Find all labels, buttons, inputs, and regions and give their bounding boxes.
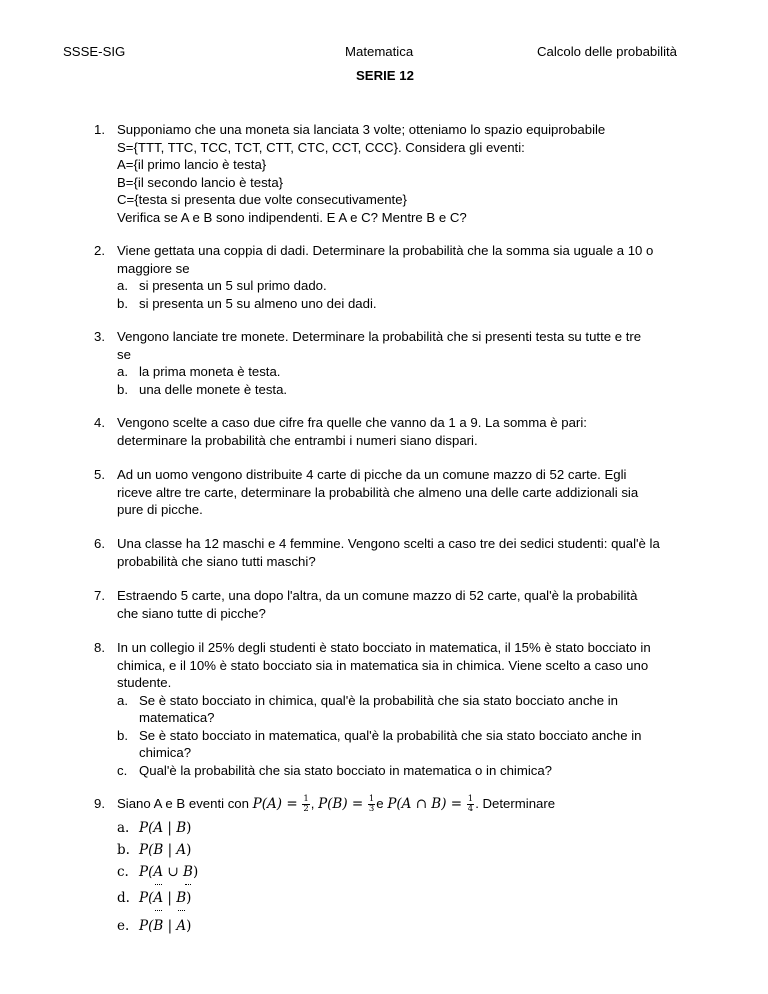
question-line: pure di picche. (117, 502, 203, 517)
expr-post: ) (186, 890, 192, 907)
prob-a: P(A) = (252, 796, 298, 812)
sub-letter: c. (117, 762, 128, 778)
expr-op: | (163, 918, 177, 935)
question-number: 2. (94, 243, 105, 258)
question-line: Verifica se A e B sono indipendenti. E A e C? Mentre B e C? (117, 209, 467, 225)
question-line: riceve altre tre carte, determinare la probabilità che almeno una delle carte addizionali sia (117, 484, 639, 500)
expr-op: | (163, 890, 177, 907)
question-line: se (117, 346, 131, 362)
header-left: SSSE-SIG (63, 44, 126, 59)
expr-pre: P( (139, 918, 154, 935)
sub-text: la prima moneta è testa. (139, 364, 281, 379)
sub-item (117, 888, 709, 916)
sub-letter: b. (117, 842, 130, 859)
question-number: 6. (94, 536, 105, 551)
expr-pre: P( (139, 864, 154, 881)
expr-a: A (153, 864, 164, 881)
expr-a: B (153, 918, 164, 935)
expr-op: | (163, 842, 177, 859)
conj: e (376, 796, 384, 811)
expr-pre: P( (139, 890, 154, 907)
question-line: A={il primo lancio è testa} (117, 157, 267, 172)
question-number: 8. (94, 640, 105, 655)
question-line: che siano tutte di picche? (117, 605, 266, 621)
header-right: Calcolo delle probabilità (537, 44, 678, 59)
question-line: determinare la probabilità che entrambi i numeri siano dispari. (117, 432, 478, 448)
expr-post: ) (186, 842, 192, 859)
prob-ab: P(A ∩ B) = (387, 796, 463, 812)
question-line: Estraendo 5 carte, una dopo l'altra, da un comune mazzo di 52 carte, qual'è la probabilità (117, 588, 638, 603)
question-5 (94, 466, 709, 519)
sub-letter: a. (117, 692, 128, 708)
expr-post: ) (186, 820, 192, 837)
sub-item (117, 916, 709, 936)
question-line: maggiore se (117, 260, 190, 276)
expr-b: B (183, 864, 193, 881)
question-2 (94, 242, 709, 312)
sub-text: Se è stato bocciato in matematica, qual'è la probabilità che sia stato bocciato anche in chimica? (139, 727, 642, 760)
sub-text: una delle monete è testa. (139, 381, 288, 397)
question-9 (94, 794, 709, 936)
question-number: 7. (94, 588, 105, 603)
frac-num: 1 (303, 794, 309, 805)
question-line: probabilità che siano tutti maschi? (117, 553, 316, 569)
sub-letter: b. (117, 381, 128, 397)
question-line: Vengono scelte a caso due cifre fra quelle che vanno da 1 a 9. La somma è pari: (117, 415, 587, 430)
sub-letter: c. (117, 864, 129, 881)
q9-end: . Determinare (475, 796, 556, 811)
question-7 (94, 587, 709, 622)
question-line: C={testa si presenta due volte consecutivamente} (117, 192, 407, 207)
question-8 (94, 639, 709, 779)
fraction-b (368, 795, 375, 814)
expr-pre: P( (139, 842, 154, 859)
sub-text: si presenta un 5 su almeno uno dei dadi. (139, 295, 377, 311)
q9-intro: Siano A e B eventi con (117, 796, 249, 811)
question-line: Ad un uomo vengono distribuite 4 carte di picche da un comune mazzo di 52 carte. Egli (117, 467, 627, 482)
sub-item (117, 363, 709, 381)
header-center: Matematica (345, 44, 414, 59)
question-4 (94, 414, 709, 449)
question-number: 4. (94, 415, 105, 430)
question-number: 3. (94, 329, 105, 344)
sub-item (117, 381, 709, 399)
sub-item (117, 762, 709, 780)
sub-letter: b. (117, 295, 128, 311)
question-line: Una classe ha 12 maschi e 4 femmine. Vengono scelti a caso tre dei sedici studenti: qual'è la (117, 536, 660, 551)
sub-letter: a. (117, 364, 128, 379)
question-1 (94, 121, 709, 226)
sub-letter: e. (117, 918, 130, 935)
sub-item (117, 692, 709, 727)
expr-a: A (153, 890, 164, 907)
question-3 (94, 328, 709, 398)
page-title: SERIE 12 (356, 68, 414, 83)
expr-op: ∪ (163, 864, 184, 881)
frac-den: 4 (467, 804, 474, 815)
question-line: chimica, e il 10% è stato bocciato sia in matematica sia in chimica. Viene scelto a caso uno (117, 657, 649, 673)
sub-item (117, 727, 709, 762)
expr-pre: P( (139, 820, 154, 837)
question-line: Supponiamo che una moneta sia lanciata 3 volte; otteniamo lo spazio equiprobabile (117, 122, 606, 137)
expr-op: | (163, 820, 177, 837)
sub-letter: b. (117, 727, 128, 743)
sub-item (117, 277, 709, 295)
fraction-ab (467, 795, 474, 814)
expr-b: B (176, 890, 187, 907)
sub-item (117, 840, 709, 862)
question-line: B={il secondo lancio è testa} (117, 174, 284, 190)
expr-b: A (176, 918, 187, 935)
sub-letter: d. (117, 890, 130, 907)
sub-item (117, 295, 709, 313)
sub-letter: a. (117, 278, 128, 293)
question-6 (94, 535, 709, 570)
frac-num: 1 (368, 794, 375, 805)
fraction-a (302, 795, 309, 814)
sub-text: Se è stato bocciato in chimica, qual'è la probabilità che sia stato bocciato anche in matematica? (139, 692, 619, 725)
question-line: Siano A e B eventi con P(A) = $\frac{1}{2}$ , P(B) = $\frac{1}{3}$ e P(A ∩ B) = $\frac{1}{4}$ . Determinare (117, 794, 556, 815)
expr-a: A (153, 820, 164, 837)
question-number: 5. (94, 467, 105, 482)
question-number: 1. (94, 122, 105, 137)
expr-a: B (153, 842, 164, 859)
question-line: Vengono lanciate tre monete. Determinare la probabilità che si presenti testa su tutte e tre (117, 329, 642, 344)
prob-b: P(B) = (318, 796, 364, 812)
question-line: Viene gettata una coppia di dadi. Determinare la probabilità che la somma sia uguale a 10 o (117, 243, 654, 258)
frac-den: 3 (368, 804, 375, 815)
expr-b: A (176, 842, 187, 859)
frac-den: 2 (303, 804, 309, 815)
sub-text: si presenta un 5 sul primo dado. (139, 278, 327, 293)
sub-item (117, 818, 709, 840)
sub-item (117, 862, 709, 888)
expr-post: ) (186, 918, 192, 935)
question-line: In un collegio il 25% degli studenti è stato bocciato in matematica, il 15% è stato bocciato in (117, 640, 651, 655)
question-line: S={TTT, TTC, TCC, TCT, CTT, CTC, CCT, CCC}. Considera gli eventi: (117, 139, 525, 155)
question-number: 9. (94, 796, 105, 811)
expr-post: ) (192, 864, 199, 881)
sub-letter: a. (117, 820, 130, 837)
sub-text: Qual'è la probabilità che sia stato bocciato in matematica o in chimica? (139, 762, 553, 778)
question-line: studente. (117, 675, 172, 690)
frac-num: 1 (467, 794, 474, 805)
expr-b: B (176, 820, 187, 837)
